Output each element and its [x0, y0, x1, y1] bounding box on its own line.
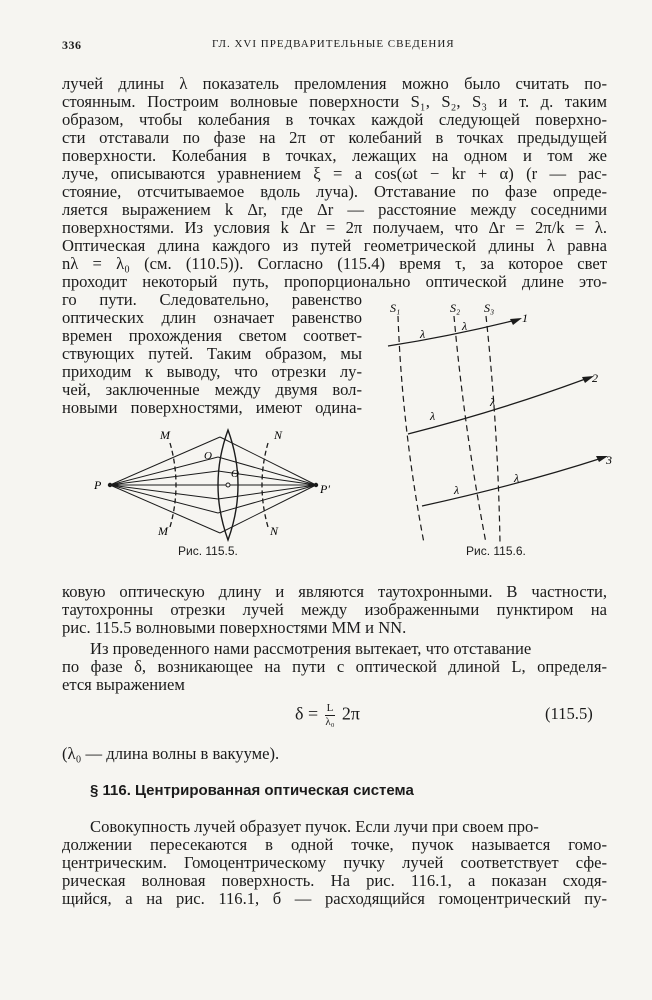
label-P: P — [94, 478, 102, 492]
label-O-top: O — [204, 450, 212, 462]
text-line: стояние, отсчитываемое вдоль луча). Отставание по фазе опреде- — [62, 182, 607, 201]
label-lambda: λ — [420, 327, 426, 341]
text-line: щийся, а на рис. 116.1, б — расходящийся гомоцентрический пу- — [62, 889, 607, 908]
running-title: ГЛ. XVI ПРЕДВАРИТЕЛЬНЫЕ СВЕДЕНИЯ — [212, 38, 455, 50]
text-line: должении пересекаются в одной точке, пучок называется гомо- — [62, 835, 607, 854]
text-line: стоянным. Построим волновые поверхности S₁, S₂, S₃ и т. д. таким — [62, 92, 607, 111]
label-lambda: λ — [462, 319, 468, 333]
text-line: го пути. Следовательно, равенство — [62, 290, 362, 309]
page-number: 336 — [62, 38, 82, 52]
label-P-prime: P' — [320, 482, 330, 496]
text-line: рическая волновая поверхность. На рис. 116.1, a показан сходя- — [62, 871, 607, 890]
text-line: Оптическая длина каждого из путей геометрической длины λ равна — [62, 236, 607, 255]
equation-number: (115.5) — [545, 704, 593, 723]
label-M-bottom: M — [158, 524, 168, 538]
text-line: проходит некоторый путь, пропорционально оптической длине это- — [62, 272, 607, 291]
text-line: центрическим. Гомоцентрическому пучку лучей соответствует сфе- — [62, 853, 607, 872]
formula-rhs: 2π — [341, 703, 360, 724]
label-S2: S₂ — [450, 301, 461, 315]
formula-fraction — [325, 702, 336, 729]
figure-caption-115-6: Рис. 115.6. — [466, 544, 526, 558]
text-line: луче, описываются уравнением ξ = a cos(ωt − kr + α) (r — рас- — [62, 164, 607, 183]
text-line: Совокупность лучей образует пучок. Если лучи при своем про- — [90, 817, 539, 836]
text-line: сти отставали по фазе на 2π от колебаний в точках предыдущей — [62, 128, 607, 147]
label-lambda: λ — [490, 395, 496, 409]
label-lambda: λ — [514, 471, 520, 485]
text-line: чей, заключенные между двумя вол- — [62, 380, 362, 399]
text-line: времен прохождения светом соответ- — [62, 326, 362, 345]
label-lambda: λ — [454, 483, 460, 497]
text-line: Из проведенного нами рассмотрения вытекает, что отставание — [90, 639, 532, 658]
label-N-top: N — [274, 428, 283, 442]
figure-caption-115-5: Рис. 115.5. — [178, 544, 238, 558]
text-line: лучей длины λ показатель преломления можно было считать по- — [62, 74, 607, 93]
formula-lhs: δ = — [295, 703, 319, 724]
label-O-center: O — [231, 468, 239, 480]
formula-115-5 — [295, 702, 360, 729]
text-line: рис. 115.5 волновыми поверхностями MM и NN. — [62, 618, 407, 637]
label-ray-2: 2 — [592, 371, 598, 385]
text-line: по фазе δ, возникающее на пути с оптической длиной L, определя- — [62, 657, 607, 676]
text-line: ляется выражением k Δr, где Δr — расстояние между соседними — [62, 200, 607, 219]
label-ray-1: 1 — [522, 311, 528, 325]
text-line: приходим к выводу, что отрезки лу- — [62, 362, 362, 381]
text-line: ется выражением — [62, 675, 185, 694]
text-line: ковую оптическую длину и являются таутохронными. В частности, — [62, 582, 607, 601]
text-line: образом, чтобы колебания в точках каждой следующей поверхно- — [62, 110, 607, 129]
label-M-top: M — [160, 428, 170, 442]
label-S3: S₃ — [484, 301, 495, 315]
text-line: (λ₀ — длина волны в вакууме). — [62, 744, 280, 763]
label-S1: S₁ — [390, 301, 401, 315]
text-line: поверхностями. Из условия k Δr = 2π получаем, что Δr = 2π/k = λ. — [62, 218, 607, 237]
text-line: таутохронны отрезки лучей между изображенными пунктиром на — [62, 600, 607, 619]
label-ray-3: 3 — [606, 453, 612, 467]
text-line: nλ = λ₀ (см. (110.5)). Согласно (115.4) время τ, за которое свет — [62, 254, 607, 273]
text-line: поверхности. Колебания в точках, лежащих на одном и том же — [62, 146, 607, 165]
text-line: ствующих путей. Таким образом, мы — [62, 344, 362, 363]
page-header — [62, 38, 607, 58]
figure-115-5 — [90, 425, 340, 545]
formula-denominator: λ₀ — [325, 716, 335, 728]
formula-numerator: L — [326, 702, 334, 714]
text-line: оптических длин означает равенство — [62, 308, 362, 327]
text-line: новыми поверхностями, имеют одина- — [62, 398, 362, 417]
section-heading: § 116. Центрированная оптическая система — [90, 782, 414, 799]
label-lambda: λ — [430, 409, 436, 423]
label-N-bottom: N — [270, 524, 279, 538]
figure-115-6 — [382, 298, 622, 543]
